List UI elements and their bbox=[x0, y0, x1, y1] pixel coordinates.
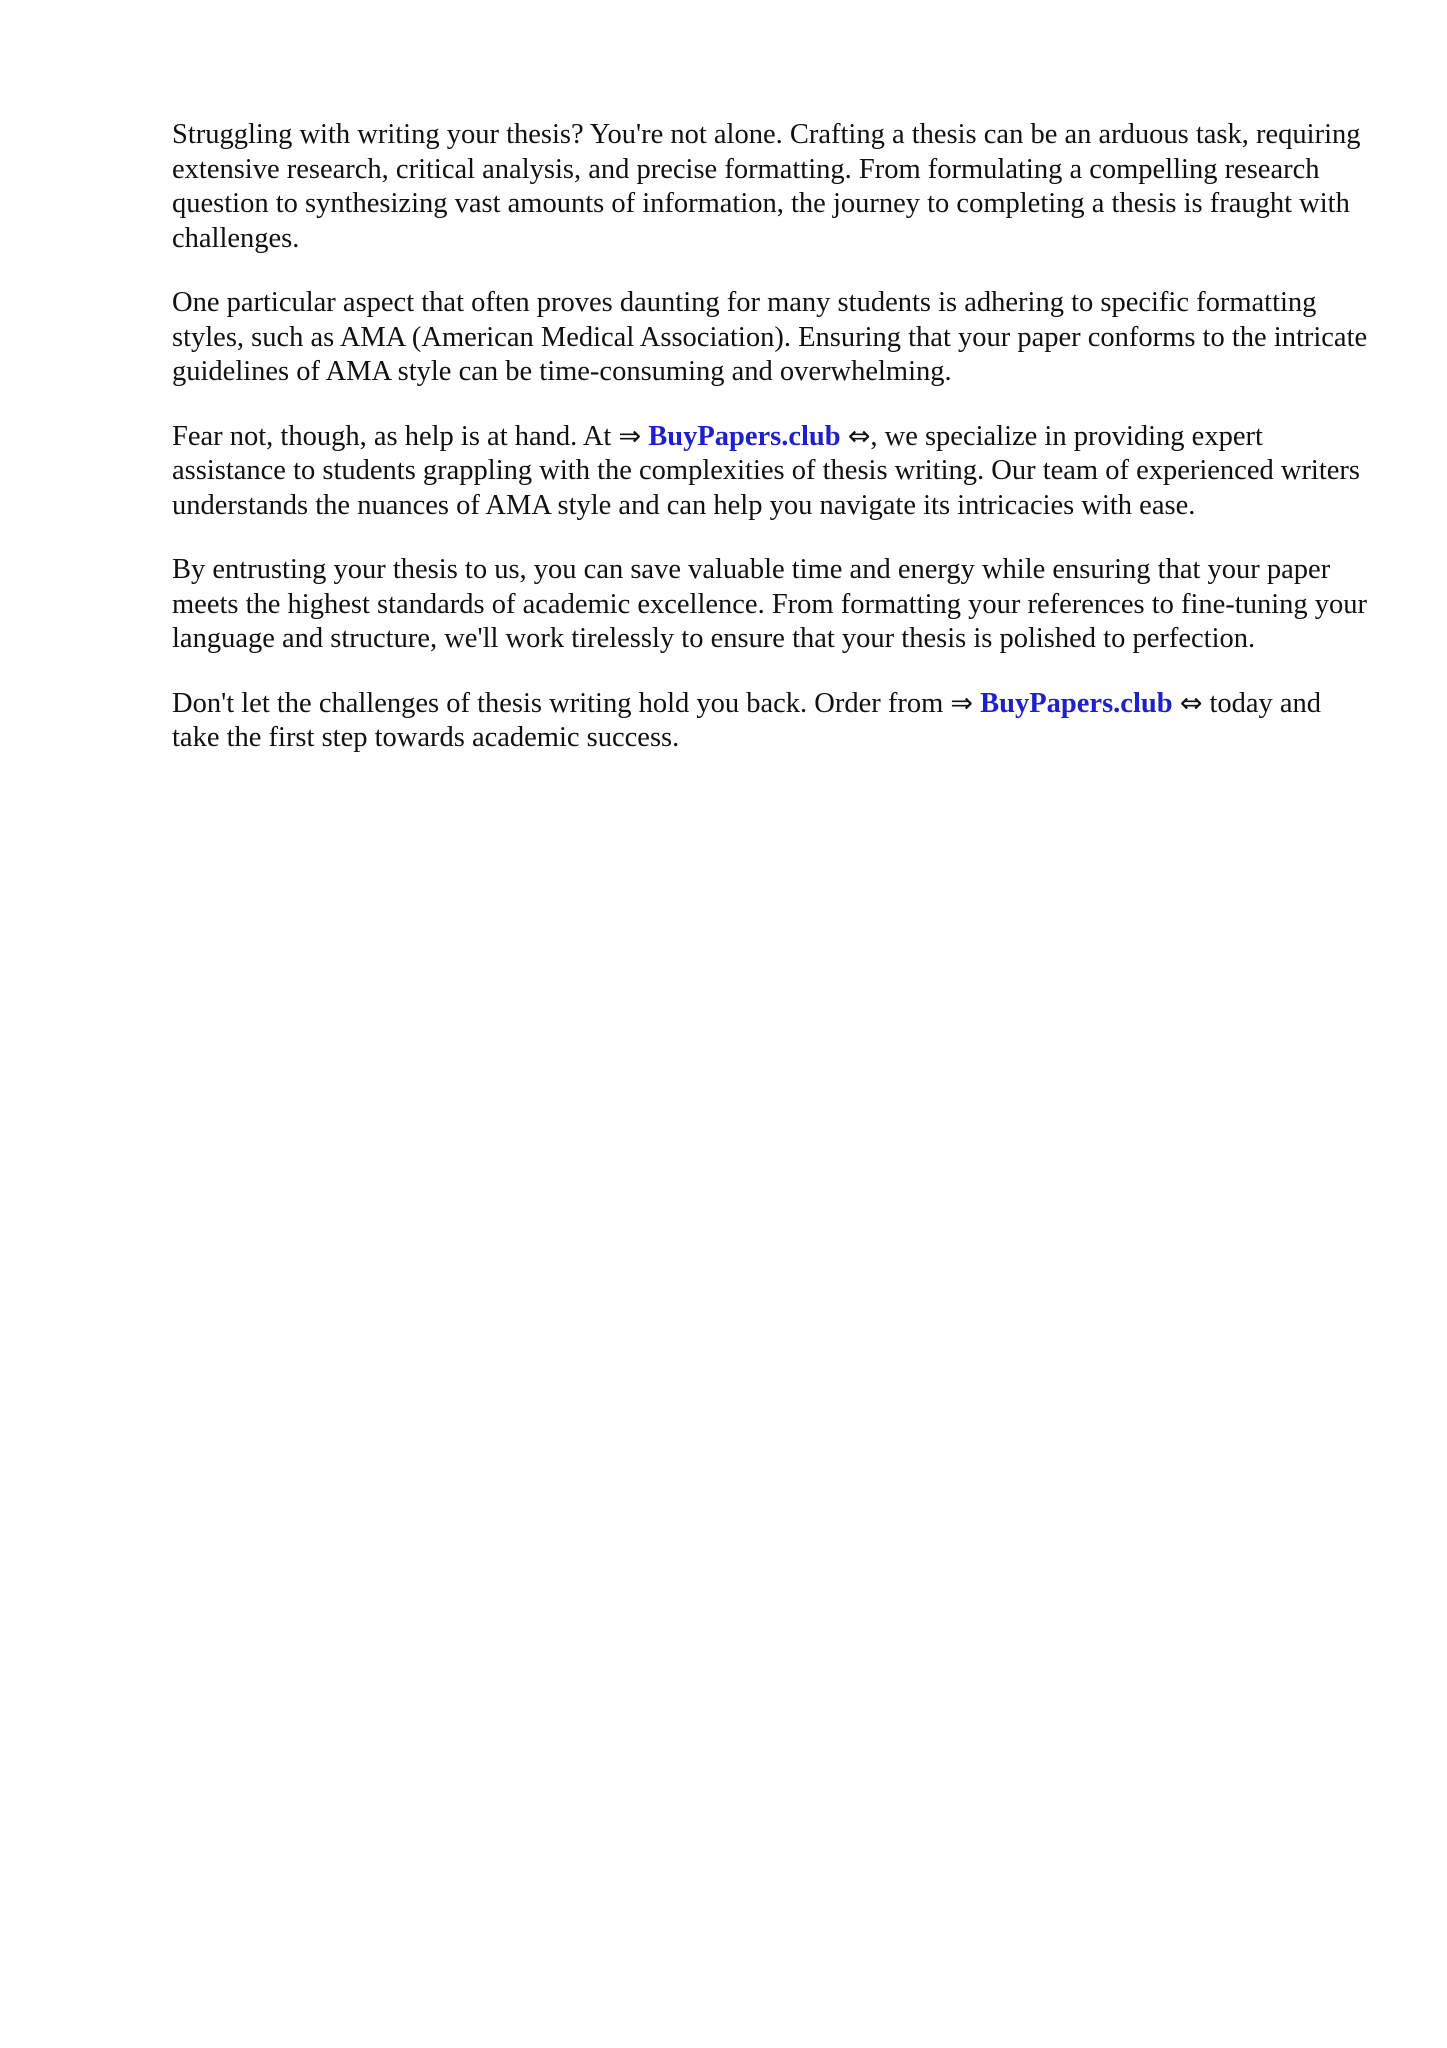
paragraph-text: Fear not, though, as help is at hand. At bbox=[172, 420, 612, 452]
paragraph-text: , we specialize in providing expert assistance to students grappling with the complexities of thesis writing. Our team of experienced writers understands the nuances of AMA style and can help you navigate its intricacies with ease. bbox=[172, 420, 1360, 521]
document-body bbox=[172, 118, 1372, 786]
buypapers-link[interactable]: BuyPapers.club bbox=[648, 420, 841, 452]
right-arrow-icon: ⇒ bbox=[950, 687, 974, 719]
double-arrow-icon: ⇔ bbox=[847, 420, 871, 452]
paragraph-text: Struggling with writing your thesis? You're not alone. Crafting a thesis can be an arduous task, requiring extensive research, critical analysis, and precise formatting. From formulating a compelling research question to synthesizing vast amounts of information, the journey to completing a thesis is fraught with challenges. bbox=[172, 119, 1361, 254]
paragraph-text: One particular aspect that often proves daunting for many students is adhering to specific formatting styles, such as AMA (American Medical Association). Ensuring that your paper conforms to the intricate guidelines of AMA style can be time-consuming and overwhelming. bbox=[172, 287, 1368, 387]
right-arrow-icon: ⇒ bbox=[618, 420, 642, 452]
paragraph-help bbox=[172, 420, 1372, 524]
double-arrow-icon: ⇔ bbox=[1179, 687, 1203, 719]
paragraph-text: today and take the first step towards academic success. bbox=[172, 687, 1322, 753]
paragraph-intro bbox=[172, 118, 1372, 256]
paragraph-text: By entrusting your thesis to us, you can save valuable time and energy while ensuring that your paper meets the highest standards of academic excellence. From formatting your references to fine-tuning your language and structure, we'll work tirelessly to ensure that your thesis is polished to perfection. bbox=[172, 554, 1367, 654]
paragraph-benefits bbox=[172, 553, 1372, 657]
paragraph-cta bbox=[172, 687, 1372, 756]
paragraph-formatting bbox=[172, 286, 1372, 390]
paragraph-text: Don't let the challenges of thesis writing hold you back. Order from bbox=[172, 687, 944, 719]
buypapers-link[interactable]: BuyPapers.club bbox=[980, 687, 1173, 719]
